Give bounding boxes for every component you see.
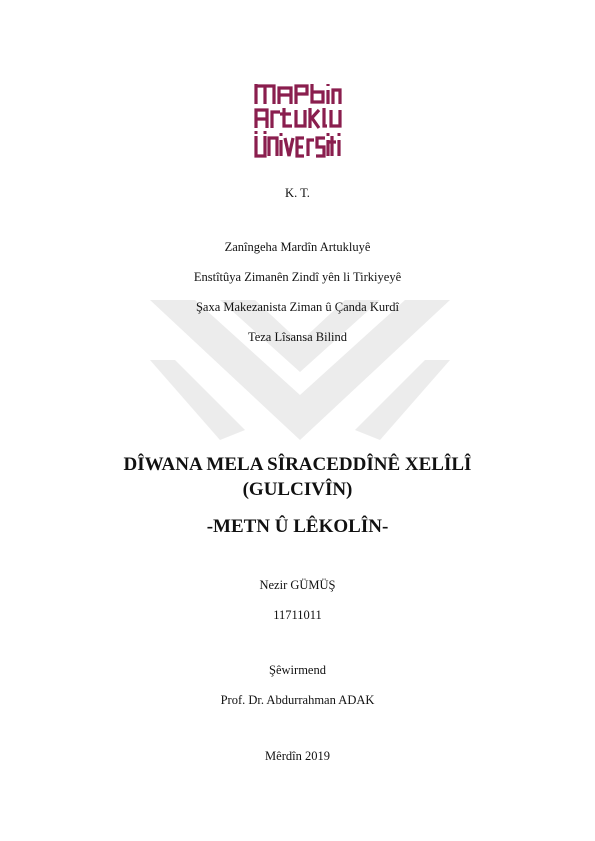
watermark-emblem	[150, 300, 450, 440]
university-name: Zanîngeha Mardîn Artukluyê	[224, 240, 371, 254]
thesis-type: Teza Lîsansa Bilind	[247, 330, 348, 344]
watermark-chevrons	[150, 300, 450, 440]
advisor-name: Prof. Dr. Abdurrahman ADAK	[220, 693, 375, 707]
abbreviation: K. T.	[285, 186, 310, 200]
department-name: Şaxa Makezanista Ziman û Çanda Kurdî	[195, 300, 400, 314]
advisor-label: Şêwirmend	[269, 663, 326, 677]
university-logo	[253, 82, 343, 162]
thesis-title-line1: DÎWANA MELA SÎRACEDDÎNÊ XELÎLÎ	[123, 454, 472, 475]
student-number: 11711011	[273, 608, 322, 622]
author-name: Nezir GÜMÜŞ	[259, 578, 336, 592]
thesis-subtitle: -METN Û LÊKOLÎN-	[206, 516, 389, 537]
institute-name: Enstîtûya Zimanên Zindî yên li Tirkiyeyê	[193, 270, 402, 284]
thesis-title-line2: (GULCIVÎN)	[242, 479, 353, 500]
place-year: Mêrdîn 2019	[265, 749, 330, 763]
